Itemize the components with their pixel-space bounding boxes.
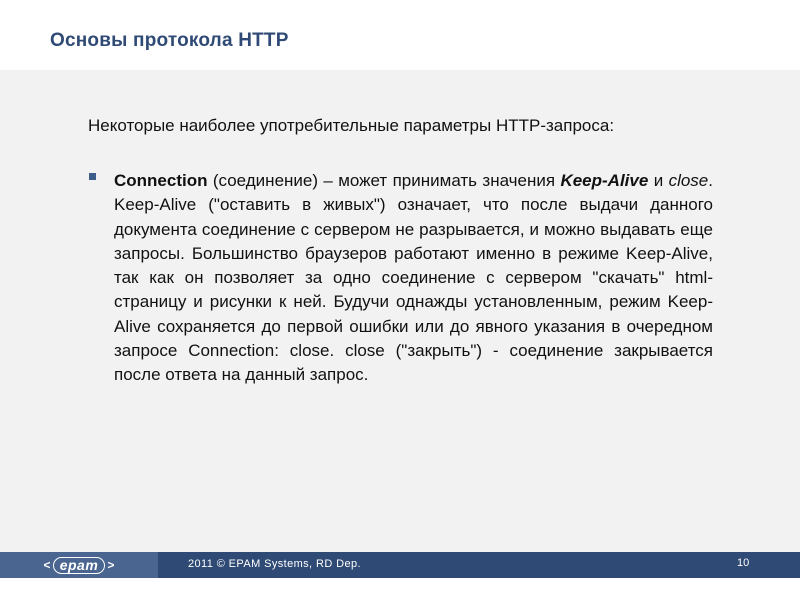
bullet-paragraph: [114, 169, 713, 388]
logo-text: epam: [53, 557, 106, 574]
term-connection: Connection: [114, 171, 208, 190]
value-keep-alive: Keep-Alive: [560, 171, 649, 190]
value-close: close: [668, 171, 709, 190]
text-part-2: и: [648, 171, 669, 190]
bullet-square-icon: [89, 173, 96, 180]
copyright-text: 2011 © EPAM Systems, RD Dep.: [188, 558, 361, 570]
chevron-left-icon: <: [43, 558, 51, 572]
footer-bar: [0, 552, 800, 578]
text-part-1: (соединение) – может принимать значения: [207, 171, 561, 190]
epam-logo: [0, 552, 158, 578]
text-part-3: . Keep-Alive ("оставить в живых") означает, что после выдачи данного документа соединение с сервером не разрывается, и можно выдавать еще запросы. Большинство браузеров работают именно в режиме Keep-Alive, так как он позволяет за одно соединение с сервером "скачать" html-страницу и рисунки к ней. Будучи однажды установленным, режим Keep-Alive сохраняется до первой ошибки или до явного указания в очередном запросе Connection: close. close ("закрыть") - соединение закрывается после ответа на данный запрос.: [114, 171, 713, 385]
slide-title: Основы протокола HTTP: [50, 30, 289, 51]
page-number: 10: [737, 557, 750, 569]
intro-text: Некоторые наиболее употребительные параметры HTTP-запроса:: [88, 116, 615, 135]
chevron-right-icon: >: [107, 558, 115, 572]
